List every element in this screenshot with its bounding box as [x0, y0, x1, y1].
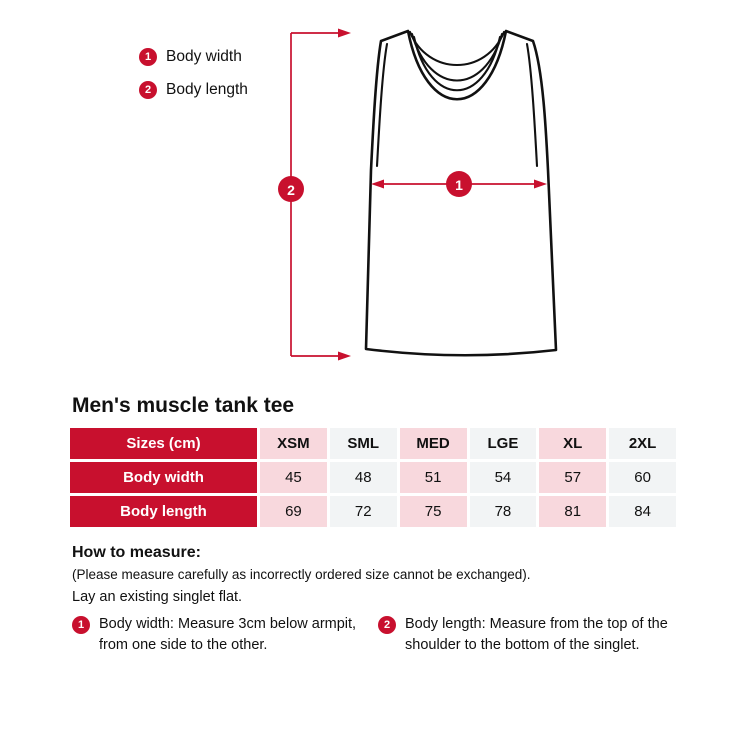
step-2-badge-icon: 2 — [378, 616, 396, 634]
table-header-cell: 2XL — [609, 428, 676, 459]
table-cell: 75 — [400, 496, 467, 527]
table-header-cell: SML — [330, 428, 397, 459]
table-cell: 69 — [260, 496, 327, 527]
table-header-cell: LGE — [470, 428, 537, 459]
how-to-measure-note: (Please measure carefully as incorrectly ordered size cannot be exchanged). — [72, 567, 531, 582]
table-cell: 72 — [330, 496, 397, 527]
svg-text:1: 1 — [455, 177, 463, 193]
table-cell: 48 — [330, 462, 397, 493]
how-to-measure-heading: How to measure: — [72, 544, 201, 561]
how-to-measure-intro: Lay an existing singlet flat. — [72, 589, 243, 605]
table-cell: 78 — [470, 496, 537, 527]
legend-item-body-length — [139, 81, 248, 99]
table-header-sizes: Sizes (cm) — [70, 428, 257, 459]
legend-label-body-length: Body length — [166, 81, 248, 98]
tank-top-diagram — [265, 18, 577, 370]
marker-1-badge-icon: 1 — [139, 48, 157, 66]
table-row-label: Body length — [70, 496, 257, 527]
table-cell: 60 — [609, 462, 676, 493]
legend-label-body-width: Body width — [166, 48, 242, 65]
table-row-label: Body width — [70, 462, 257, 493]
table-cell: 84 — [609, 496, 676, 527]
table-cell: 57 — [539, 462, 606, 493]
measure-step-body-length — [378, 614, 678, 656]
step-1-badge-icon: 1 — [72, 616, 90, 634]
diagram-marker-1-icon — [446, 171, 472, 197]
measure-step-body-width — [72, 614, 364, 656]
page-title: Men's muscle tank tee — [72, 394, 295, 417]
legend-item-body-width — [139, 48, 242, 66]
diagram-marker-2-icon — [278, 176, 304, 202]
table-cell: 45 — [260, 462, 327, 493]
table-cell: 51 — [400, 462, 467, 493]
table-header-cell: XL — [539, 428, 606, 459]
step-1-text: Body width: Measure 3cm below armpit, from one side to the other. — [99, 616, 357, 653]
size-table — [70, 428, 676, 527]
svg-text:2: 2 — [287, 182, 295, 198]
table-header-cell: MED — [400, 428, 467, 459]
table-cell: 54 — [470, 462, 537, 493]
table-cell: 81 — [539, 496, 606, 527]
step-2-text: Body length: Measure from the top of the shoulder to the bottom of the singlet. — [405, 616, 668, 653]
marker-2-badge-icon: 2 — [139, 81, 157, 99]
table-header-cell: XSM — [260, 428, 327, 459]
